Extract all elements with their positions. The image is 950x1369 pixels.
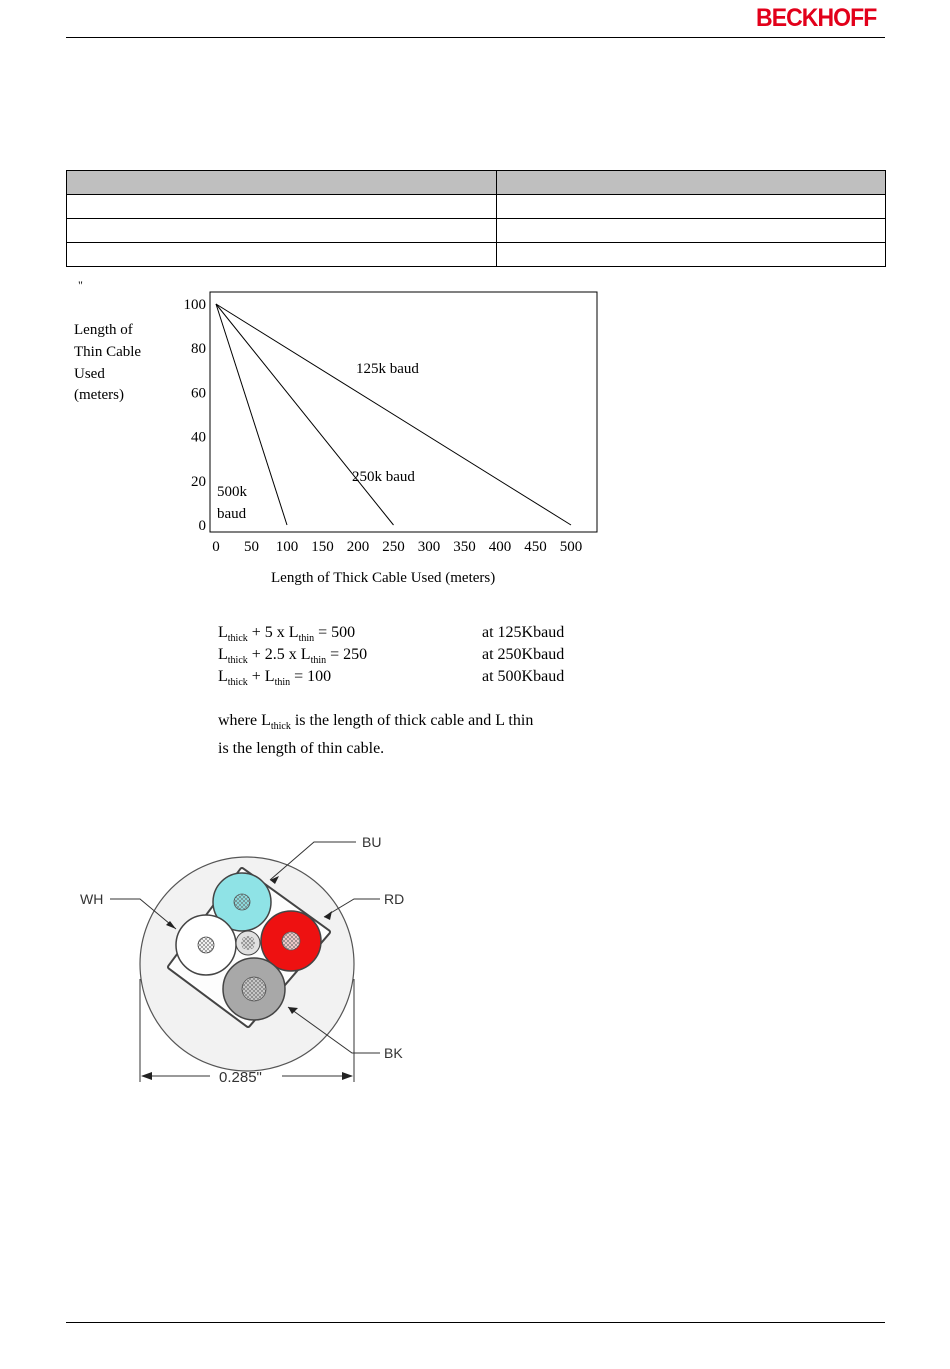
table-cell [67,243,497,267]
footer-rule [66,1322,885,1323]
series-line [216,304,571,525]
label-rd: RD [384,891,405,907]
black-strands-pattern [242,977,266,1001]
cable-cross-section [70,825,430,1095]
diameter-label: 0.285" [219,1069,262,1086]
x-tick-label: 350 [453,539,476,555]
y-tick-label: 20 [191,473,206,490]
x-tick-label: 50 [244,539,259,555]
formula-block [218,622,598,688]
table-row [67,219,886,243]
table-header-cell [67,171,497,195]
table-header-cell [497,171,886,195]
y-label-line: Thin Cable [74,344,142,360]
table-header-row [67,171,886,195]
table-row [67,195,886,219]
x-tick-label: 0 [212,539,220,555]
white-strands [198,937,214,953]
series-lines [216,304,571,525]
figure-marker: " [78,278,83,292]
blue-strands [234,894,250,910]
y-tick-label: 60 [191,385,206,402]
x-tick-label: 100 [275,539,299,555]
table-cell [497,219,886,243]
formula-note: where $L_{thick}$ is the length of thick cable and L thin is the length of thin cable. [218,712,534,757]
y-tick-label: 80 [191,341,206,358]
table-cell [497,243,886,267]
y-ticks [184,297,207,534]
y-tick-label: 100 [183,297,206,313]
table-cell [497,195,886,219]
annotation-500k: 500k [217,484,247,500]
formula-row: $L_{thick} + L_{thin} = 100$ at 500Kbaud [218,668,565,688]
label-bk: BK [384,1045,403,1061]
header-rule [66,37,885,38]
x-tick-label: 300 [417,539,441,555]
spec-table [66,170,886,267]
x-tick-label: 250 [382,539,405,555]
table-row [67,243,886,267]
y-label-line: (meters) [74,387,124,403]
x-axis-label: Length of Thick Cable Used (meters) [271,570,496,586]
y-label-line: Length of [74,322,133,338]
formula-row: $L_{thick} + 2.5$ x $L_{thin} = 250$ at 250Kbaud [218,646,565,666]
y-tick-label: 40 [191,429,206,446]
label-bu: BU [362,834,382,850]
x-tick-label: 500 [559,539,583,555]
beckhoff-logo: BECKHOFF [756,4,877,32]
annotation-250k: 250k baud [352,469,415,485]
x-ticks [212,539,582,555]
x-tick-label: 450 [524,539,547,555]
dim-arrow-right [342,1072,353,1080]
x-tick-label: 200 [346,539,370,555]
table-cell [67,219,497,243]
y-tick-label: 0 [198,518,206,534]
plot-frame [210,292,597,532]
table-cell [67,195,497,219]
dim-arrow-left [141,1072,152,1080]
formula-row: $L_{thick} + 5$ x $L_{thin} = 500$ at 125Kbaud [218,624,565,644]
label-wh: WH [80,891,104,907]
x-tick-label: 400 [488,539,512,555]
x-tick-label: 150 [311,539,334,555]
annotation-500k-baud: baud [217,506,247,522]
annotation-125k: 125k baud [356,361,419,377]
cable-length-chart [66,278,606,590]
red-strands-pattern [282,932,300,950]
y-axis-label [74,322,141,403]
drain-strands [241,936,255,950]
y-label-line: Used [74,366,105,382]
